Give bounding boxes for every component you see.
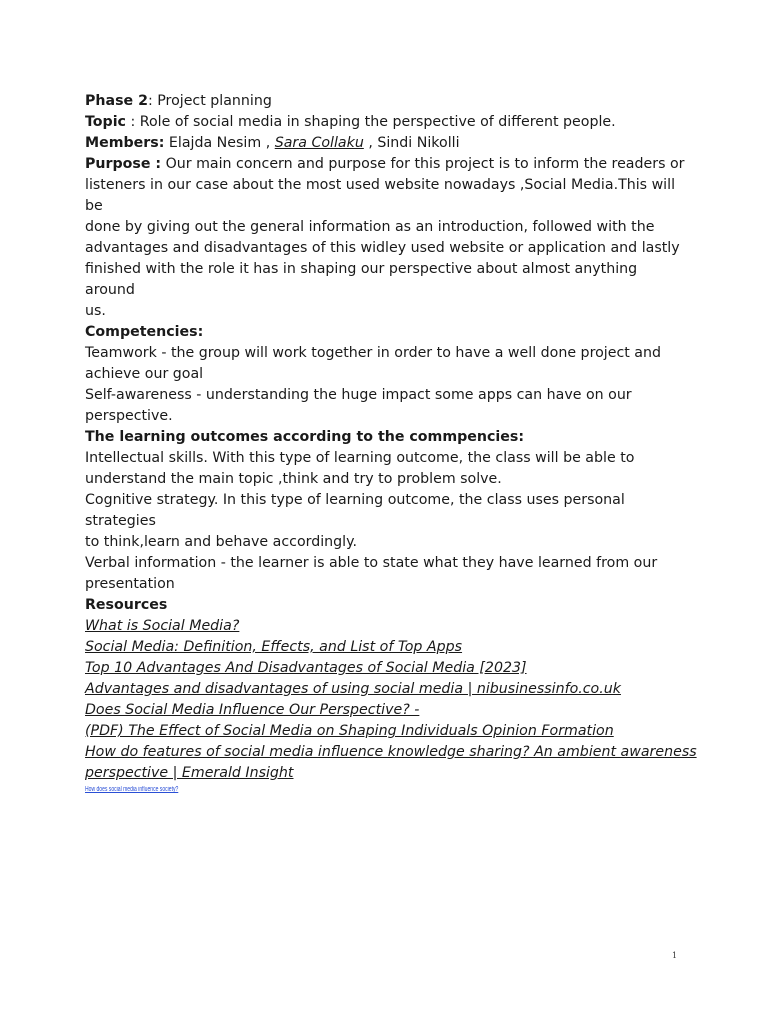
- purpose-line-5: finished with the role it has in shaping our perspective about almost anything around: [85, 261, 638, 298]
- resource-link-influence-society[interactable]: How does social media influence society?: [85, 786, 179, 793]
- purpose-line-4: advantages and disadvantages of this widley used website or application and lastly: [85, 240, 680, 256]
- resource-link-top-10-advantages[interactable]: Top 10 Advantages And Disadvantages of Social Media [2023]: [85, 660, 527, 676]
- competency-line-3: Self-awareness - understanding the huge impact some apps can have on our: [85, 387, 632, 403]
- purpose-line-3: done by giving out the general information as an introduction, followed with the: [85, 219, 655, 235]
- phase-text: : Project planning: [147, 93, 272, 109]
- members-before: Elajda Nesim ,: [164, 135, 275, 151]
- topic-text: : Role of social media in shaping the perspective of different people.: [125, 114, 616, 130]
- resource-link-pdf-opinion-formation[interactable]: (PDF) The Effect of Social Media on Shaping Individuals Opinion Formation: [85, 723, 614, 739]
- document-body: [85, 91, 697, 795]
- outcome-line-5: Verbal information - the learner is able to state what they have learned from our: [85, 555, 658, 571]
- members-label: Members:: [85, 135, 165, 151]
- outcome-line-6: presentation: [85, 576, 175, 592]
- purpose-text-1: Our main concern and purpose for this project is to inform the readers or: [161, 156, 685, 172]
- outcome-line-2: understand the main topic ,think and try to problem solve.: [85, 471, 502, 487]
- page-number: 1: [672, 951, 678, 960]
- competencies-heading: Competencies:: [85, 324, 204, 340]
- purpose-label: Purpose :: [85, 156, 162, 172]
- resource-link-knowledge-sharing[interactable]: How do features of social media influence knowledge sharing? An ambient awareness: [85, 744, 697, 760]
- phase-line: [85, 91, 685, 112]
- competency-line-1: Teamwork - the group will work together in order to have a well done project and: [85, 345, 662, 361]
- outcomes-heading: The learning outcomes according to the commpencies:: [85, 429, 525, 445]
- purpose-line-6: us.: [85, 303, 106, 319]
- resources-heading: Resources: [85, 597, 168, 613]
- resource-link-influence-perspective[interactable]: Does Social Media Influence Our Perspective? -: [85, 702, 420, 718]
- resource-link-emerald-insight[interactable]: perspective | Emerald Insight: [85, 765, 294, 781]
- topic-label: Topic: [85, 114, 126, 130]
- member-sara-collaku: Sara Collaku: [274, 135, 364, 151]
- topic-line: [85, 112, 685, 133]
- resource-link-definition-effects[interactable]: Social Media: Definition, Effects, and List of Top Apps: [85, 639, 463, 655]
- competency-line-2: achieve our goal: [85, 366, 204, 382]
- competency-line-4: perspective.: [85, 408, 173, 424]
- phase-label: Phase 2: [85, 93, 148, 109]
- outcome-line-4: to think,learn and behave accordingly.: [85, 534, 357, 550]
- purpose-line-2: listeners in our case about the most used website nowadays ,Social Media.This will be: [85, 177, 676, 214]
- resource-link-what-is-social-media[interactable]: What is Social Media?: [85, 618, 240, 634]
- members-line: [85, 133, 685, 154]
- outcome-line-3: Cognitive strategy. In this type of learning outcome, the class uses personal strategies: [85, 492, 625, 529]
- members-after: , Sindi Nikolli: [363, 135, 460, 151]
- purpose-line-1: [85, 154, 685, 175]
- resource-link-nibusinessinfo[interactable]: Advantages and disadvantages of using social media | nibusinessinfo.co.uk: [85, 681, 621, 697]
- outcome-line-1: Intellectual skills. With this type of learning outcome, the class will be able to: [85, 450, 635, 466]
